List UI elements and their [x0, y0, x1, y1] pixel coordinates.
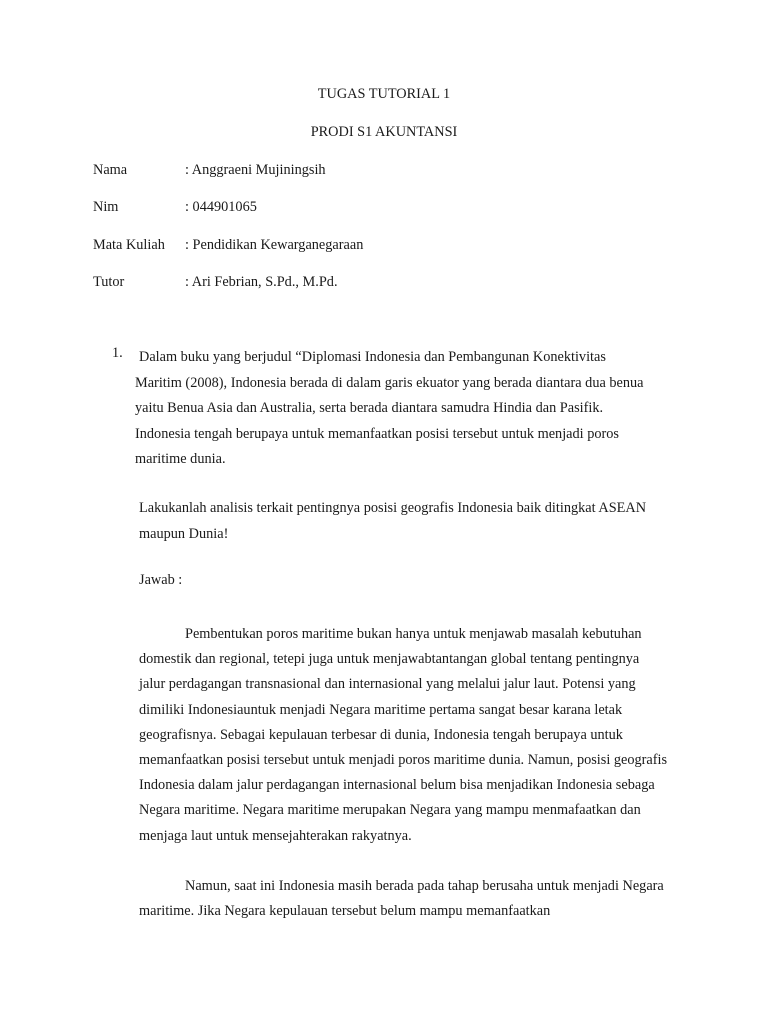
question-text: Dalam buku yang berjudul “Diplomasi Indonesia dan Pembangunan Konektivitas Maritim (2008), Indonesia berada di dalam garis ekuator yang berada diantara dua benua yaitu Benua Asia dan Australia, serta berada diantara samudra Hindia dan Pasifik. Indonesia tengah berupaya untuk memanfaatkan posisi tersebut untuk menjadi poros maritime dunia.	[135, 349, 644, 468]
answer-label: Jawab :	[139, 572, 183, 588]
info-value: : 044901065	[185, 199, 257, 215]
info-label: Mata Kuliah	[93, 237, 165, 253]
document-title: TUGAS TUTORIAL 1	[317, 86, 451, 102]
question-instruction: Lakukanlah analisis terkait pentingnya posisi geografis Indonesia baik ditingkat ASEAN maupun Dunia!	[139, 500, 647, 542]
info-value: : Anggraeni Mujiningsih	[185, 162, 326, 178]
answer-paragraph: Namun, saat ini Indonesia masih berada pada tahap berusaha untuk menjadi Negara maritime. Jika Negara kepulauan tersebut belum mampu memanfaatkan	[139, 878, 664, 920]
info-value: : Ari Febrian, S.Pd., M.Pd.	[185, 274, 338, 290]
question-number: 1.	[112, 345, 123, 361]
answer-paragraph: Pembentukan poros maritime bukan hanya untuk menjawab masalah kebutuhan domestik dan regional, tetepi juga untuk menjawabtantangan global tentang pentingnya jalur perdagangan transnasional dan internasional yang melalui jalur laut. Potensi yang dimiliki Indonesiauntuk menjadi Negara maritime pertama sangat besar karana letak geografisnya. Sebagai kepulauan terbesar di dunia, Indonesia tengah berupaya untuk memanfaatkan posisi tersebut untuk menjadi poros maritime dunia. Namun, posisi geografis Indonesia dalam jalur perdagangan internasional belum bisa menjadikan Indonesia sebaga Negara maritime. Negara maritime merupakan Negara yang mampu menmafaatkan dan menjaga laut untuk mensejahterakan rakyatnya.	[139, 626, 668, 844]
info-value: : Pendidikan Kewarganegaraan	[185, 237, 364, 253]
document-subtitle: PRODI S1 AKUNTANSI	[310, 124, 458, 140]
info-label: Tutor	[93, 274, 125, 290]
info-label: Nim	[93, 199, 119, 215]
info-label: Nama	[93, 162, 128, 178]
